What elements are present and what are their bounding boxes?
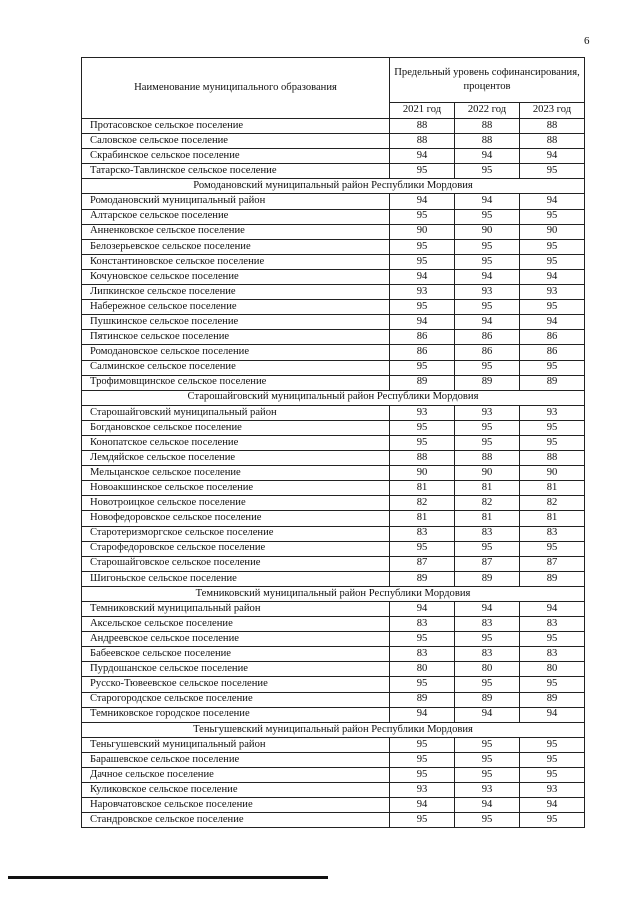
cofinancing-value: 93 — [520, 405, 585, 420]
cofinancing-value: 95 — [520, 254, 585, 269]
cofinancing-value: 95 — [390, 420, 455, 435]
municipality-name: Старошайговский муниципальный район — [82, 405, 390, 420]
municipality-name: Ромодановский муниципальный район — [82, 194, 390, 209]
cofinancing-value: 95 — [520, 435, 585, 450]
municipality-name: Новотроицкое сельское поселение — [82, 496, 390, 511]
table-row — [82, 345, 585, 360]
cofinancing-value: 88 — [520, 134, 585, 149]
cofinancing-value: 95 — [520, 420, 585, 435]
cofinancing-value: 94 — [455, 602, 520, 617]
cofinancing-value: 94 — [455, 798, 520, 813]
cofinancing-value: 81 — [455, 511, 520, 526]
cofinancing-value: 89 — [390, 692, 455, 707]
municipality-name: Старофедоровское сельское поселение — [82, 541, 390, 556]
municipality-name: Наровчатовское сельское поселение — [82, 798, 390, 813]
cofinancing-value: 83 — [390, 617, 455, 632]
municipality-name: Аксельское сельское поселение — [82, 617, 390, 632]
cofinancing-value: 94 — [520, 315, 585, 330]
municipality-name: Пурдошанское сельское поселение — [82, 662, 390, 677]
municipality-name: Алтарское сельское поселение — [82, 209, 390, 224]
table-row — [82, 768, 585, 783]
table-row — [82, 300, 585, 315]
cofinancing-value: 89 — [455, 571, 520, 586]
cofinancing-value: 90 — [520, 224, 585, 239]
cofinancing-value: 95 — [520, 752, 585, 767]
district-title: Старошайговский муниципальный район Республики Мордовия — [82, 390, 585, 405]
cofinancing-value: 95 — [455, 239, 520, 254]
column-header-year: 2023 год — [520, 103, 585, 119]
cofinancing-value: 95 — [520, 632, 585, 647]
municipality-name: Белозерьевское сельское поселение — [82, 239, 390, 254]
table-row — [82, 496, 585, 511]
cofinancing-value: 86 — [390, 345, 455, 360]
column-header-name: Наименование муниципального образования — [82, 58, 390, 119]
municipality-name: Салминское сельское поселение — [82, 360, 390, 375]
municipality-name: Старошайговское сельское поселение — [82, 556, 390, 571]
cofinancing-table — [81, 57, 585, 828]
table-row — [82, 737, 585, 752]
table-row — [82, 466, 585, 481]
municipality-name: Конопатское сельское поселение — [82, 435, 390, 450]
cofinancing-value: 95 — [455, 435, 520, 450]
municipality-name: Новофедоровское сельское поселение — [82, 511, 390, 526]
cofinancing-value: 95 — [520, 813, 585, 828]
cofinancing-value: 95 — [455, 737, 520, 752]
cofinancing-value: 95 — [390, 737, 455, 752]
municipality-name: Трофимовщинское сельское поселение — [82, 375, 390, 390]
cofinancing-value: 89 — [390, 571, 455, 586]
column-header-level: Предельный уровень софинансирования, процентов — [390, 58, 585, 103]
municipality-name: Андреевское сельское поселение — [82, 632, 390, 647]
table-row — [82, 194, 585, 209]
municipality-name: Скрабинское сельское поселение — [82, 149, 390, 164]
municipality-name: Барашевское сельское поселение — [82, 752, 390, 767]
cofinancing-value: 95 — [520, 677, 585, 692]
cofinancing-value: 93 — [520, 783, 585, 798]
municipality-name: Стандровское сельское поселение — [82, 813, 390, 828]
table-row — [82, 632, 585, 647]
cofinancing-value: 93 — [520, 285, 585, 300]
cofinancing-value: 95 — [455, 254, 520, 269]
table-row — [82, 813, 585, 828]
cofinancing-value: 94 — [390, 602, 455, 617]
table-row — [82, 375, 585, 390]
table-row — [82, 707, 585, 722]
cofinancing-value: 94 — [520, 269, 585, 284]
cofinancing-value: 87 — [390, 556, 455, 571]
table-row — [82, 405, 585, 420]
municipality-name: Анненковское сельское поселение — [82, 224, 390, 239]
cofinancing-value: 88 — [520, 119, 585, 134]
cofinancing-value: 81 — [455, 481, 520, 496]
table-row — [82, 511, 585, 526]
district-title: Ромодановский муниципальный район Республики Мордовия — [82, 179, 585, 194]
cofinancing-value: 89 — [455, 692, 520, 707]
cofinancing-value: 81 — [390, 481, 455, 496]
cofinancing-value: 82 — [455, 496, 520, 511]
cofinancing-value: 90 — [390, 224, 455, 239]
table-row — [82, 752, 585, 767]
cofinancing-value: 90 — [455, 224, 520, 239]
municipality-name: Мельцанское сельское поселение — [82, 466, 390, 481]
cofinancing-value: 86 — [455, 345, 520, 360]
cofinancing-value: 81 — [520, 511, 585, 526]
table-row — [82, 164, 585, 179]
cofinancing-value: 86 — [390, 330, 455, 345]
cofinancing-value: 95 — [390, 360, 455, 375]
cofinancing-value: 94 — [390, 315, 455, 330]
table-row — [82, 526, 585, 541]
cofinancing-value: 88 — [455, 451, 520, 466]
municipality-name: Дачное сельское поселение — [82, 768, 390, 783]
table-row — [82, 481, 585, 496]
cofinancing-value: 94 — [520, 798, 585, 813]
municipality-name: Набережное сельское поселение — [82, 300, 390, 315]
cofinancing-value: 94 — [455, 194, 520, 209]
table-row — [82, 662, 585, 677]
cofinancing-value: 88 — [520, 451, 585, 466]
cofinancing-value: 80 — [390, 662, 455, 677]
table-row — [82, 119, 585, 134]
district-title: Теньгушевский муниципальный район Республики Мордовия — [82, 722, 585, 737]
cofinancing-value: 95 — [390, 752, 455, 767]
cofinancing-value: 80 — [455, 662, 520, 677]
cofinancing-value: 94 — [520, 707, 585, 722]
cofinancing-value: 86 — [455, 330, 520, 345]
table-row — [82, 783, 585, 798]
cofinancing-value: 95 — [455, 632, 520, 647]
cofinancing-value: 95 — [390, 813, 455, 828]
table-row — [82, 269, 585, 284]
cofinancing-value: 95 — [390, 209, 455, 224]
municipality-name: Бабеевское сельское поселение — [82, 647, 390, 662]
cofinancing-value: 89 — [520, 692, 585, 707]
cofinancing-value: 94 — [520, 149, 585, 164]
table-row — [82, 617, 585, 632]
cofinancing-value: 89 — [520, 571, 585, 586]
cofinancing-value: 83 — [455, 647, 520, 662]
cofinancing-value: 94 — [390, 194, 455, 209]
table-row — [82, 254, 585, 269]
municipality-name: Ромодановское сельское поселение — [82, 345, 390, 360]
cofinancing-value: 95 — [455, 752, 520, 767]
cofinancing-value: 89 — [455, 375, 520, 390]
cofinancing-value: 95 — [455, 360, 520, 375]
cofinancing-value: 95 — [520, 300, 585, 315]
cofinancing-value: 94 — [390, 707, 455, 722]
table-row — [82, 541, 585, 556]
cofinancing-value: 95 — [520, 360, 585, 375]
cofinancing-value: 94 — [455, 707, 520, 722]
cofinancing-value: 81 — [520, 481, 585, 496]
municipality-name: Татарско-Тавлинское сельское поселение — [82, 164, 390, 179]
cofinancing-value: 81 — [390, 511, 455, 526]
table-body — [82, 119, 585, 828]
cofinancing-value: 83 — [520, 617, 585, 632]
table-row — [82, 134, 585, 149]
table-row — [82, 435, 585, 450]
table-row — [82, 602, 585, 617]
cofinancing-value: 80 — [520, 662, 585, 677]
municipality-name: Темниковское городское поселение — [82, 707, 390, 722]
table-row — [82, 692, 585, 707]
table-row — [82, 315, 585, 330]
municipality-name: Константиновское сельское поселение — [82, 254, 390, 269]
cofinancing-value: 94 — [455, 149, 520, 164]
bottom-rule — [8, 876, 328, 879]
cofinancing-value: 95 — [455, 541, 520, 556]
cofinancing-value: 83 — [520, 647, 585, 662]
cofinancing-value: 88 — [390, 451, 455, 466]
municipality-name: Теньгушевский муниципальный район — [82, 737, 390, 752]
municipality-name: Русско-Тювеевское сельское поселение — [82, 677, 390, 692]
district-section-row — [82, 722, 585, 737]
table-row — [82, 330, 585, 345]
cofinancing-value: 88 — [455, 134, 520, 149]
municipality-name: Богдановское сельское поселение — [82, 420, 390, 435]
cofinancing-value: 95 — [390, 768, 455, 783]
cofinancing-value: 95 — [390, 541, 455, 556]
cofinancing-value: 88 — [390, 134, 455, 149]
table-row — [82, 798, 585, 813]
table-row — [82, 285, 585, 300]
cofinancing-value: 83 — [455, 617, 520, 632]
cofinancing-value: 94 — [520, 602, 585, 617]
cofinancing-value: 87 — [520, 556, 585, 571]
cofinancing-value: 95 — [520, 541, 585, 556]
municipality-name: Куликовское сельское поселение — [82, 783, 390, 798]
district-section-row — [82, 179, 585, 194]
table-row — [82, 647, 585, 662]
cofinancing-value: 95 — [455, 164, 520, 179]
table-row — [82, 149, 585, 164]
cofinancing-value: 95 — [520, 209, 585, 224]
cofinancing-value: 83 — [390, 647, 455, 662]
cofinancing-value: 95 — [390, 435, 455, 450]
cofinancing-value: 94 — [455, 269, 520, 284]
cofinancing-value: 95 — [520, 737, 585, 752]
cofinancing-value: 90 — [520, 466, 585, 481]
table-row — [82, 209, 585, 224]
table-row — [82, 224, 585, 239]
district-title: Темниковский муниципальный район Республики Мордовия — [82, 586, 585, 601]
column-header-year: 2022 год — [455, 103, 520, 119]
cofinancing-value: 82 — [390, 496, 455, 511]
cofinancing-value: 94 — [390, 269, 455, 284]
cofinancing-value: 95 — [520, 239, 585, 254]
table-row — [82, 677, 585, 692]
cofinancing-value: 95 — [455, 300, 520, 315]
cofinancing-value: 86 — [520, 345, 585, 360]
cofinancing-value: 83 — [520, 526, 585, 541]
cofinancing-value: 93 — [390, 405, 455, 420]
cofinancing-value: 83 — [390, 526, 455, 541]
municipality-name: Новоакшинское сельское поселение — [82, 481, 390, 496]
table-row — [82, 571, 585, 586]
page-number: 6 — [584, 35, 590, 47]
municipality-name: Пушкинское сельское поселение — [82, 315, 390, 330]
municipality-name: Кочуновское сельское поселение — [82, 269, 390, 284]
district-section-row — [82, 586, 585, 601]
cofinancing-value: 93 — [390, 783, 455, 798]
cofinancing-value: 95 — [455, 420, 520, 435]
municipality-name: Липкинское сельское поселение — [82, 285, 390, 300]
cofinancing-value: 89 — [520, 375, 585, 390]
table-row — [82, 451, 585, 466]
cofinancing-value: 95 — [455, 813, 520, 828]
municipality-name: Старотеризморгское сельское поселение — [82, 526, 390, 541]
cofinancing-value: 93 — [455, 405, 520, 420]
cofinancing-value: 95 — [390, 164, 455, 179]
cofinancing-value: 95 — [390, 239, 455, 254]
cofinancing-value: 94 — [390, 149, 455, 164]
cofinancing-value: 89 — [390, 375, 455, 390]
table-row — [82, 360, 585, 375]
cofinancing-value: 95 — [455, 677, 520, 692]
cofinancing-value: 95 — [455, 209, 520, 224]
cofinancing-value: 94 — [520, 194, 585, 209]
municipality-name: Протасовское сельское поселение — [82, 119, 390, 134]
cofinancing-value: 90 — [455, 466, 520, 481]
cofinancing-value: 82 — [520, 496, 585, 511]
cofinancing-value: 88 — [455, 119, 520, 134]
cofinancing-value: 95 — [455, 768, 520, 783]
table-row — [82, 239, 585, 254]
municipality-name: Темниковский муниципальный район — [82, 602, 390, 617]
cofinancing-value: 93 — [390, 285, 455, 300]
cofinancing-value: 94 — [455, 315, 520, 330]
cofinancing-value: 95 — [390, 632, 455, 647]
cofinancing-value: 95 — [390, 254, 455, 269]
cofinancing-value: 95 — [390, 677, 455, 692]
cofinancing-value: 95 — [390, 300, 455, 315]
table-row — [82, 420, 585, 435]
cofinancing-value: 83 — [455, 526, 520, 541]
cofinancing-value: 95 — [520, 164, 585, 179]
cofinancing-value: 94 — [390, 798, 455, 813]
cofinancing-value: 95 — [520, 768, 585, 783]
municipality-name: Лемдяйское сельское поселение — [82, 451, 390, 466]
cofinancing-value: 87 — [455, 556, 520, 571]
municipality-name: Старогородское сельское поселение — [82, 692, 390, 707]
municipality-name: Пятинское сельское поселение — [82, 330, 390, 345]
district-section-row — [82, 390, 585, 405]
cofinancing-value: 90 — [390, 466, 455, 481]
cofinancing-value: 93 — [455, 285, 520, 300]
municipality-name: Шигоньское сельское поселение — [82, 571, 390, 586]
municipality-name: Саловское сельское поселение — [82, 134, 390, 149]
cofinancing-value: 93 — [455, 783, 520, 798]
cofinancing-value: 86 — [520, 330, 585, 345]
table-row — [82, 556, 585, 571]
cofinancing-value: 88 — [390, 119, 455, 134]
column-header-year: 2021 год — [390, 103, 455, 119]
